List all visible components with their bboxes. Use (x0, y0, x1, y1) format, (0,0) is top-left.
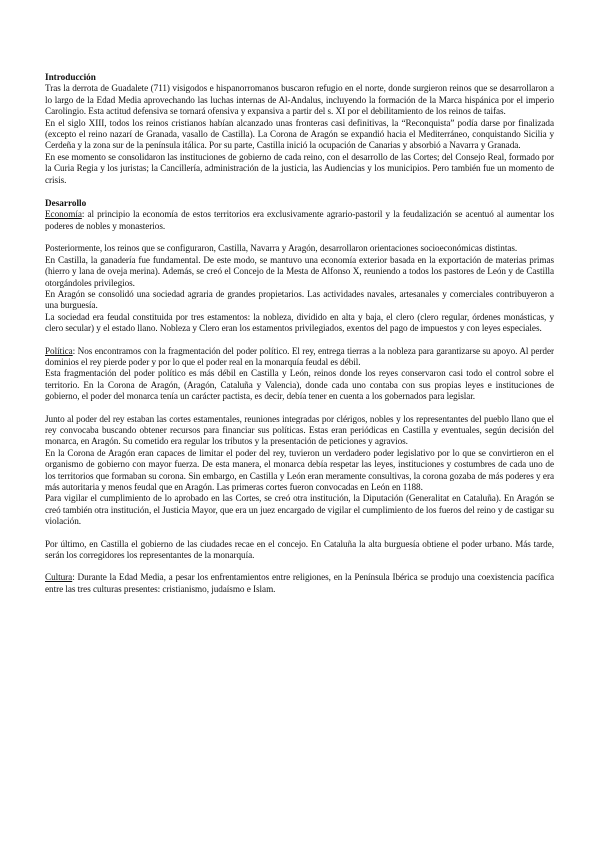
spacer (45, 403, 554, 414)
document-page (45, 72, 554, 595)
politica-paragraph-3: Junto al poder del rey estaban las cortes estamentales, reuniones integradas por clérigos, nobles y los representantes del pueblo llano que el rey convocaba buscando obtener recursos para financiar sus políticas. Estas eran periódicas en Castilla y eventuales, según decisión del monarca, en Aragón. Su cometido era regular los tributos y la presentación de peticiones y agravios. (45, 413, 554, 447)
economia-label: Economía (45, 209, 82, 220)
economia-paragraph-1 (45, 209, 554, 232)
spacer (45, 335, 554, 346)
economia-paragraph-4: En Aragón se consolidó una sociedad agraria de grandes propietarios. Las actividades navales, artesanales y comerciales contribuyeron a una burguesía. (45, 288, 554, 311)
desarrollo-heading: Desarrollo (45, 198, 87, 209)
politica-text-1: : Nos encontramos con la fragmentación del poder político. El rey, entrega tierras a la nobleza para garantizarse su apoyo. Al perder dominios el rey pierde poder y por lo que el poder real en la monarquía feudal es débil. (45, 345, 554, 367)
cultura-label: Cultura (45, 572, 73, 583)
spacer (45, 186, 554, 198)
spacer (45, 561, 554, 572)
intro-heading: Introducción (45, 72, 96, 82)
cultura-text-1: : Durante la Edad Media, a pesar los enfrentamientos entre religiones, en la Península Ibérica se produjo una coexistencia pacífica entre las tres culturas presentes: cristianismo, judaísmo e Islam. (45, 572, 554, 594)
intro-paragraph-1: Tras la derrota de Guadalete (711) visigodos e hispanorromanos buscaron refugio en el norte, donde surgieron reinos que se desarrollaron a lo largo de la Edad Media aprovechando las luchas internas de Al-Andalus, incluyendo la formación de la Marca hispánica por el imperio Carolingio. Esta actitud defensiva se tornará ofensiva y expansiva a partir del s. XI por el debilitamiento de los reinos de taifas. (45, 83, 554, 117)
cultura-paragraph-1 (45, 572, 554, 595)
intro-paragraph-3: En ese momento se consolidaron las instituciones de gobierno de cada reino, con el desarrollo de las Cortes; del Consejo Real, formado por la Curia Regia y los juristas; la Cancillería, administración de la justicia, las Audiencias y los municipios. Pero también fue un momento de crisis. (45, 151, 554, 185)
politica-label: Política (45, 345, 73, 356)
economia-paragraph-2: Posteriormente, los reinos que se configuraron, Castilla, Navarra y Aragón, desarrollaron orientaciones socioeconómicas distintas. (45, 243, 518, 254)
economia-paragraph-3: En Castilla, la ganadería fue fundamental. De este modo, se mantuvo una economía exterior basada en la exportación de materias primas (hierro y lana de oveja merina). Además, se creó el Concejo de la Mesta de Alfonso X, reuniendo a todos los pastores de León y de Castilla otorgándoles privilegios. (45, 254, 554, 288)
intro-paragraph-2: En el siglo XIII, todos los reinos cristianos habían alcanzado unas fronteras casi definitivas, la “Reconquista” podía darse por finalizada (excepto el reino nazarí de Granada, vasallo de Castilla). La Corona de Aragón se expandió hacia el Mediterráneo, conquistando Sicilia y Cerdeña y la zona sur de la península itálica. Por su parte, Castilla inició la ocupación de Canarias y absorbió a Navarra y Granada. (45, 117, 554, 151)
economia-text-1: : al principio la economía de estos territorios era exclusivamente agrario-pastoril y la feudalización se acentuó al aumentar los poderes de nobles y monasterios. (45, 209, 554, 231)
politica-paragraph-1 (45, 346, 554, 369)
politica-paragraph-2: Esta fragmentación del poder político es más débil en Castilla y León, reinos donde los reyes conservaron casi todo el control sobre el territorio. En la Corona de Aragón, (Aragón, Cataluña y Valencia), donde cada uno contaba con sus propias leyes e instituciones de gobierno, el poder del monarca tenía un carácter pactista, es decir, debía tener en cuenta a los gobernados para legislar. (45, 368, 554, 402)
politica-paragraph-6: Por último, en Castilla el gobierno de las ciudades recae en el concejo. En Cataluña la alta burguesía obtiene el poder urbano. Más tarde, serán los corregidores los representantes de la monarquía. (45, 538, 554, 561)
spacer (45, 232, 554, 243)
economia-paragraph-5: La sociedad era feudal constituida por tres estamentos: la nobleza, dividido en alta y baja, el clero (clero regular, órdenes monásticas, y clero secular) y el estado llano. Nobleza y Clero eran los estamentos privilegiados, exentos del pago de impuestos y con leyes especiales. (45, 311, 554, 334)
spacer (45, 528, 554, 539)
politica-paragraph-4: En la Corona de Aragón eran capaces de limitar el poder del rey, tuvieron un verdadero poder legislativo por lo que se convirtieron en el organismo de gobierno con mayor fuerza. De esta manera, el monarca debía respetar las leyes, instituciones y costumbres de cada uno de los territorios que formaban su corona. Sin embargo, en Castilla y León eran meramente consultivas, la corona gozaba de más poderes y era más autoritaria y menos feudal que en Aragón. Las primeras cortes fueron convocadas en León en 1188. (45, 447, 554, 492)
politica-paragraph-5: Para vigilar el cumplimiento de lo aprobado en las Cortes, se creó otra institución, la Diputación (Generalitat en Cataluña). En Aragón se creó también otra institución, el Justicia Mayor, que era un juez encargado de vigilar el cumplimiento de los fueros del reino y de castigar su violación. (45, 493, 554, 527)
